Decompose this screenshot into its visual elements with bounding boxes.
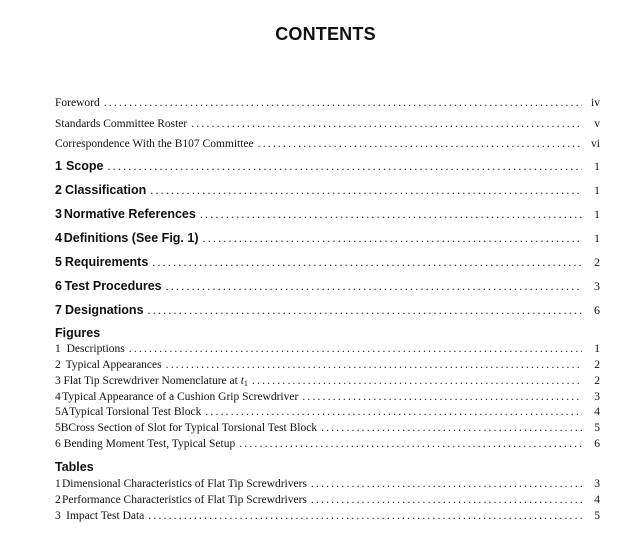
toc-figure-4[interactable] (55, 391, 600, 403)
dot-leader (148, 510, 582, 522)
dot-leader (258, 138, 582, 150)
figure-page: 2 (594, 375, 600, 387)
toc-figure-1[interactable] (55, 343, 600, 355)
figure-page: 5 (594, 422, 600, 434)
toc-figure-5b[interactable] (55, 422, 600, 434)
figure-number: 4 (55, 391, 61, 403)
figure-label: Typical Torsional Test Block (69, 406, 202, 418)
dot-leader (311, 494, 582, 506)
dot-leader (252, 375, 582, 387)
toc-section-3[interactable] (55, 207, 600, 222)
dot-leader (311, 478, 582, 490)
figure-number: 6 (55, 438, 61, 450)
figure-number: 3 (55, 375, 61, 387)
table-page: 4 (594, 494, 600, 506)
page-title: CONTENTS (275, 24, 376, 44)
figure-label (63, 375, 247, 388)
section-label: Requirements (64, 255, 149, 269)
section-number: 2 (55, 183, 62, 197)
figure-label: Descriptions (66, 343, 125, 355)
dot-leader (205, 406, 582, 418)
table-number: 3 (55, 510, 61, 522)
dot-leader (148, 303, 582, 318)
toc-entry-page: v (594, 118, 600, 130)
figure-label: Cross Section of Slot for Typical Torsional Test Block (68, 422, 318, 434)
section-label: Normative References (63, 207, 196, 221)
section-page: 2 (594, 255, 600, 269)
toc-figure-2[interactable] (55, 359, 600, 371)
section-number: 7 (55, 303, 62, 317)
section-label: Test Procedures (64, 279, 162, 293)
table-label: Performance Characteristics of Flat Tip Screwdrivers (61, 494, 307, 506)
dot-leader (191, 118, 582, 130)
section-number: 1 (55, 159, 62, 173)
dot-leader (152, 255, 582, 270)
section-label: Scope (65, 159, 104, 173)
dot-leader (166, 279, 582, 294)
section-page: 1 (594, 207, 600, 221)
tables-heading: Tables (55, 460, 94, 474)
figure-label: Typical Appearance of a Cushion Grip Screwdriver (62, 391, 299, 403)
figure-label-variable: t (240, 375, 244, 387)
table-label: Dimensional Characteristics of Flat Tip Screwdrivers (61, 478, 307, 490)
toc-entry-correspondence[interactable] (55, 138, 600, 150)
dot-leader (239, 438, 582, 450)
table-label: Impact Test Data (66, 510, 145, 522)
figure-number: 1 (55, 343, 61, 355)
section-number: 4 (55, 231, 62, 245)
toc-figure-5a[interactable] (55, 406, 600, 418)
toc-table-3[interactable] (55, 510, 600, 522)
dot-leader (107, 159, 582, 174)
toc-section-2[interactable] (55, 183, 600, 198)
section-page: 1 (594, 183, 600, 197)
dot-leader (302, 391, 582, 403)
section-number: 5 (55, 255, 62, 269)
toc-entry-label: Standards Committee Roster (55, 118, 188, 130)
section-number: 3 (55, 207, 62, 221)
figures-heading: Figures (55, 326, 101, 340)
figure-page: 4 (594, 406, 600, 418)
toc-entry-page: iv (591, 97, 600, 109)
section-label: Definitions (See Fig. 1) (63, 231, 199, 245)
section-label: Classification (64, 183, 147, 197)
figure-label-subscript: 1 (243, 379, 248, 388)
section-label: Designations (65, 303, 144, 317)
table-number: 1 (55, 478, 61, 490)
figure-page: 2 (594, 359, 600, 371)
figure-label-text: Flat Tip Screwdriver Nomenclature at (63, 375, 238, 387)
figure-label: Bending Moment Test, Typical Setup (63, 438, 236, 450)
section-page: 3 (594, 279, 600, 293)
toc-table-2[interactable] (55, 494, 600, 506)
toc-section-1[interactable] (55, 159, 600, 174)
toc-figure-3[interactable] (55, 375, 600, 388)
toc-table-1[interactable] (55, 478, 600, 490)
dot-leader (200, 207, 582, 222)
dot-leader (129, 343, 582, 355)
dot-leader (166, 359, 582, 371)
toc-section-6[interactable] (55, 279, 600, 294)
figure-number: 5B (55, 422, 69, 434)
table-page: 3 (594, 478, 600, 490)
section-number: 6 (55, 279, 62, 293)
toc-entry-label: Correspondence With the B107 Committee (55, 138, 254, 150)
figure-label: Typical Appearances (65, 359, 162, 371)
section-page: 6 (594, 303, 600, 317)
toc-entry-committee-roster[interactable] (55, 118, 600, 130)
dot-leader (150, 183, 582, 198)
dot-leader (321, 422, 582, 434)
figure-page: 1 (594, 343, 600, 355)
section-page: 1 (594, 231, 600, 245)
toc-figure-6[interactable] (55, 438, 600, 450)
figure-number: 5A (55, 406, 70, 418)
dot-leader (203, 231, 583, 246)
toc-entry-foreword[interactable] (55, 97, 600, 109)
toc-entry-page: vi (591, 138, 600, 150)
figure-page: 6 (594, 438, 600, 450)
section-page: 1 (594, 159, 600, 173)
table-page: 5 (594, 510, 600, 522)
toc-entry-label: Foreword (55, 97, 100, 109)
figure-page: 3 (594, 391, 600, 403)
toc-section-7[interactable] (55, 303, 600, 318)
toc-section-4[interactable] (55, 231, 600, 246)
figure-number: 2 (55, 359, 61, 371)
toc-section-5[interactable] (55, 255, 600, 270)
table-number: 2 (55, 494, 61, 506)
dot-leader (104, 97, 582, 109)
